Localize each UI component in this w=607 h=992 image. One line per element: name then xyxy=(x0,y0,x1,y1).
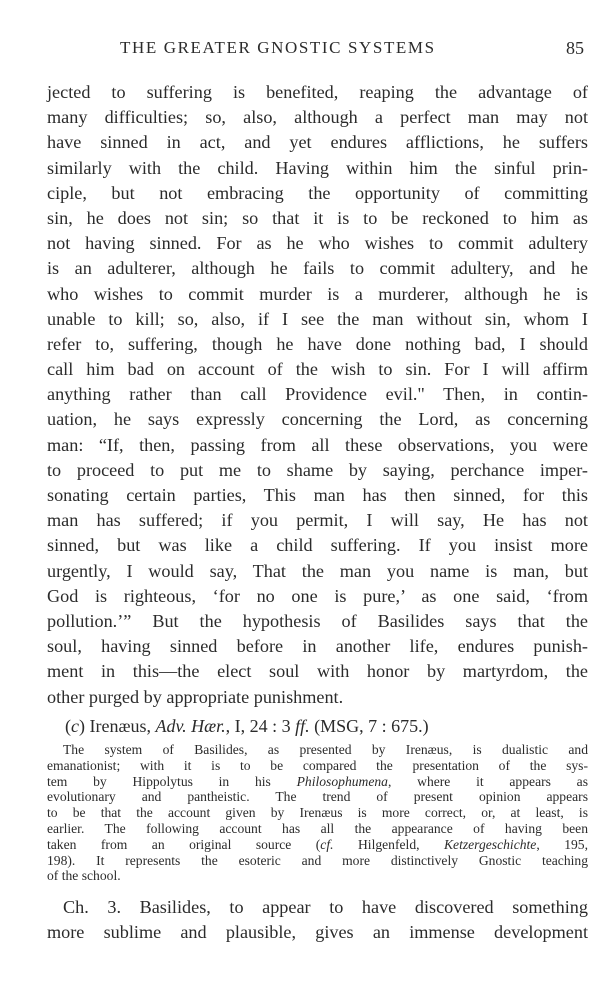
text-span: man: “If, then, passing from all these observations, you were xyxy=(47,434,588,455)
text-line xyxy=(47,458,588,483)
text-span: sin, he does not sin; so that it is to be reckoned to him as xyxy=(47,207,588,228)
text-line xyxy=(47,105,588,130)
text-line xyxy=(47,868,588,884)
text-span: sinned, but was like a child suffering. If you insist more xyxy=(47,535,588,556)
text-line xyxy=(47,231,588,256)
text-line xyxy=(47,895,588,920)
text-line xyxy=(47,256,588,281)
text-span: Hilgenfeld, xyxy=(333,836,444,852)
text-line xyxy=(47,837,588,853)
text-line xyxy=(47,742,588,758)
text-span: anything rather than call Providence evil." Then, in contin- xyxy=(47,384,588,405)
text-line xyxy=(47,853,588,869)
text-line xyxy=(47,559,588,584)
text-line xyxy=(47,685,588,710)
text-line xyxy=(47,789,588,805)
text-line xyxy=(47,206,588,231)
text-line xyxy=(47,357,588,382)
text-line xyxy=(47,156,588,181)
text-span: man has suffered; if you permit, I will say, He has not xyxy=(47,510,588,531)
page-number: 85 xyxy=(566,38,584,58)
text-span: pollution.’” But the hypothesis of Basilides says that the xyxy=(47,610,588,631)
text-line xyxy=(47,307,588,332)
text-span: , 195, xyxy=(536,836,588,852)
text-span: is an adulterer, although he fails to commit adultery, and he xyxy=(47,258,588,279)
text-span: many difficulties; so, also, although a perfect man may not xyxy=(47,107,588,128)
running-header xyxy=(47,38,588,62)
text-span: to proceed to put me to shame by saying, perchance imper- xyxy=(47,459,588,480)
text-span: urgently, I would say, That the man you name is man, but xyxy=(47,560,588,581)
source-citation xyxy=(47,714,588,738)
text-span: evolutionary and pantheistic. The trend of present opinion appears xyxy=(47,789,588,805)
text-line xyxy=(47,758,588,774)
text-span: ) Irenæus, xyxy=(79,716,156,736)
text-span: jected to suffering is benefited, reaping the advantage of xyxy=(47,82,588,102)
text-line xyxy=(65,714,588,738)
text-line xyxy=(47,774,588,790)
main-paragraph xyxy=(47,80,588,710)
text-line xyxy=(47,332,588,357)
italic-text: ff. xyxy=(295,716,310,736)
text-line xyxy=(47,433,588,458)
text-line xyxy=(47,920,588,945)
text-line xyxy=(47,508,588,533)
text-span: emanationist; with it is to be compared the presentation of the sys- xyxy=(47,757,588,773)
text-line xyxy=(47,382,588,407)
text-line xyxy=(47,80,588,105)
text-span: more sublime and plausible, gives an immense development xyxy=(47,922,588,942)
editorial-note xyxy=(47,742,588,884)
text-span: not having sinned. For as he who wishes to commit adultery xyxy=(47,233,588,254)
italic-text: cf. xyxy=(320,836,334,852)
italic-text: c xyxy=(71,716,79,736)
text-span: other purged by appropriate punishment. xyxy=(47,686,344,707)
text-line xyxy=(47,407,588,432)
text-span: 198). It represents the esoteric and more distinctively Gnostic teaching xyxy=(47,852,588,868)
text-span: refer to, suffering, though he have done nothing bad, I should xyxy=(47,333,588,354)
italic-text: Adv. Hær. xyxy=(155,716,226,736)
text-span: soul, having sinned before in another life, endures punish- xyxy=(47,636,588,657)
italic-text: Ketzergeschichte xyxy=(443,836,537,852)
text-span: of the school. xyxy=(47,868,121,884)
text-span: ciple, but not embracing the opportunity of committing xyxy=(47,182,588,203)
running-title: THE GREATER GNOSTIC SYSTEMS xyxy=(120,38,436,57)
text-span: unable to kill; so, also, if I see the man without sin, whom I xyxy=(47,308,588,329)
text-span: taken from an original source ( xyxy=(47,836,321,852)
text-line xyxy=(47,584,588,609)
text-line xyxy=(47,634,588,659)
text-span: The system of Basilides, as presented by Irenæus, is dualistic and xyxy=(63,742,588,757)
text-span: to be that the account given by Irenæus is more correct, or, at least, is xyxy=(47,805,588,821)
text-span: , where it appears as xyxy=(387,773,588,789)
text-span: Ch. 3. Basilides, to appear to have discovered something xyxy=(63,897,588,917)
text-span: call him bad on account of the wish to sin. For I will affirm xyxy=(47,359,588,380)
text-line xyxy=(47,282,588,307)
text-line xyxy=(47,483,588,508)
text-span: , I, 24 : 3 xyxy=(225,716,296,736)
text-line xyxy=(47,805,588,821)
text-line xyxy=(47,659,588,684)
text-span: uation, he says expressly concerning the Lord, as concerning xyxy=(47,409,588,430)
text-span: God is righteous, ‘for no one is pure,’ as one said, ‘from xyxy=(47,585,588,606)
italic-text: Philosophumena xyxy=(296,773,388,789)
text-span: who wishes to commit murder is a murderer, although he is xyxy=(47,283,588,304)
chapter-paragraph xyxy=(47,895,588,945)
text-span: tem by Hippolytus in his xyxy=(47,773,297,789)
text-line xyxy=(47,181,588,206)
text-line xyxy=(47,821,588,837)
text-span: sonating certain parties, This man has then sinned, for this xyxy=(47,485,588,505)
text-span: earlier. The following account has all the appearance of having been xyxy=(47,820,588,836)
text-line xyxy=(47,533,588,558)
text-line xyxy=(47,609,588,634)
text-span: (MSG, 7 : 675.) xyxy=(309,716,429,736)
text-span: similarly with the child. Having within him the sinful prin- xyxy=(47,157,588,178)
text-span: ment in this—the elect soul with honor by martyrdom, the xyxy=(47,661,588,682)
text-span: have sinned in act, and yet endures afflictions, he suffers xyxy=(47,132,588,153)
text-span: ( xyxy=(65,716,71,736)
text-line xyxy=(47,130,588,155)
